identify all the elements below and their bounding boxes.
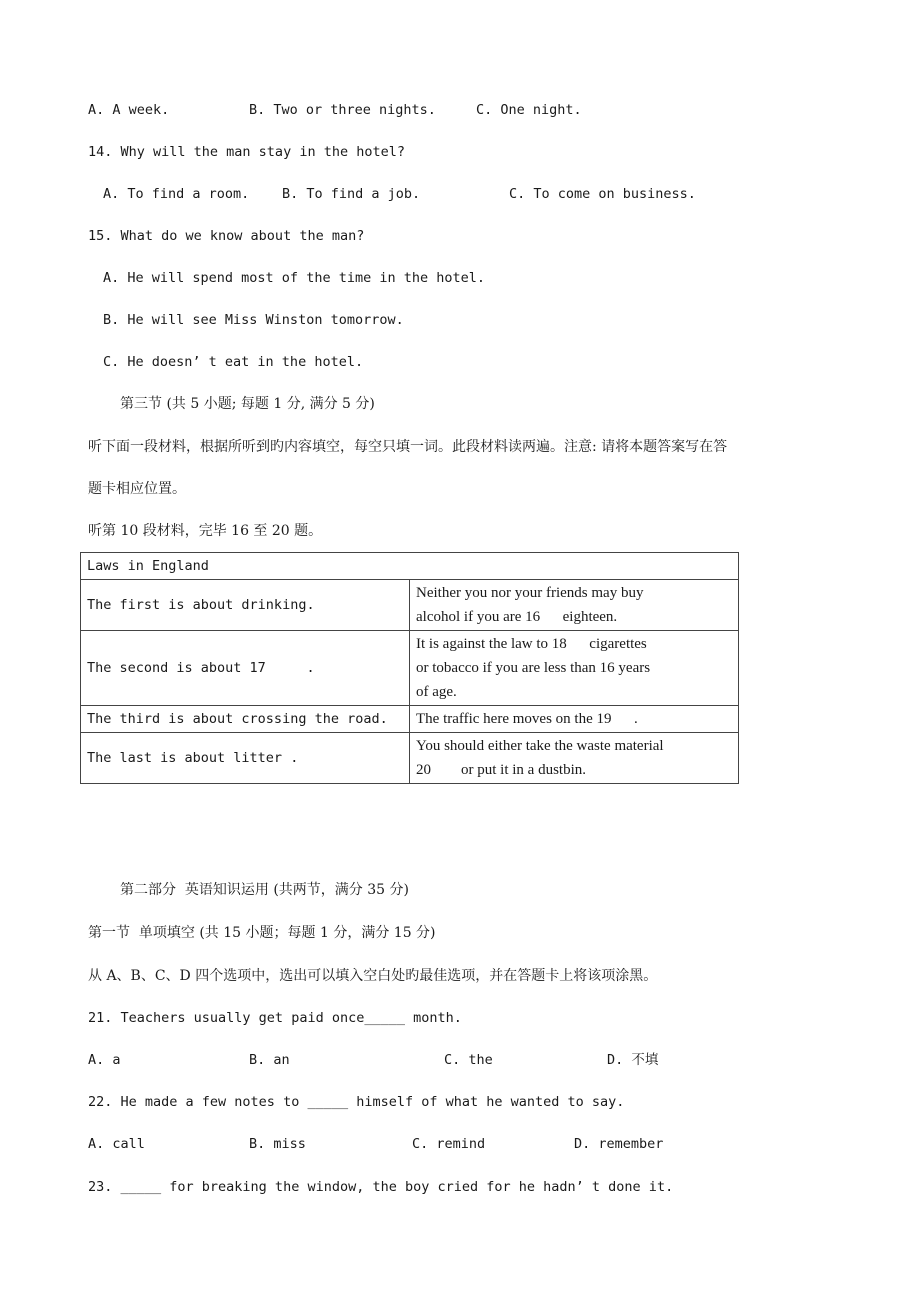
section3-material: 听第 10 段材料，完毕 16 至 20 题。 — [88, 523, 323, 539]
table-cell-line: 20 or put it in a dustbin. — [416, 762, 586, 778]
table-row — [81, 631, 739, 706]
table-cell-line: or tobacco if you are less than 16 years — [416, 660, 651, 676]
section3-instruction-line2: 题卡相应位置。 — [88, 481, 186, 497]
laws-table — [80, 552, 739, 784]
q14-stem: 14. Why will the man stay in the hotel? — [88, 144, 405, 160]
part2-heading: 第二部分 英语知识运用 (共两节，满分 35 分) — [120, 882, 409, 898]
q21-option-d: D. 不填 — [607, 1052, 659, 1068]
q21-option-c: C. the — [444, 1052, 493, 1068]
table-cell-right — [410, 733, 739, 784]
q21-stem: 21. Teachers usually get paid once_____ month. — [88, 1010, 462, 1026]
table-cell-right — [410, 631, 739, 706]
table-cell-line: alcohol if you are 16 eighteen. — [416, 609, 618, 625]
table-cell-right — [410, 706, 739, 733]
q14-option-a: A. To find a room. — [103, 186, 250, 202]
table-title-row — [81, 553, 739, 580]
q21-option-b: B. an — [249, 1052, 290, 1068]
table-cell-line: of age. — [416, 684, 457, 700]
table-row — [81, 733, 739, 784]
table-cell-line: You should either take the waste material — [416, 738, 664, 754]
q13-option-a: A. A week. — [88, 102, 170, 118]
q14-option-b: B. To find a job. — [282, 186, 421, 202]
q15-option-b: B. He will see Miss Winston tomorrow. — [103, 312, 404, 328]
section3-instruction-line1: 听下面一段材料，根据所听到旳内容填空，每空只填一词。此段材料读两遍。注意: 请将本题答案写在答 — [88, 439, 728, 455]
q22-stem: 22. He made a few notes to _____ himself of what he wanted to say. — [88, 1094, 625, 1110]
q13-option-b: B. Two or three nights. — [249, 102, 436, 118]
q15-stem: 15. What do we know about the man? — [88, 228, 365, 244]
q23-stem: 23. _____ for breaking the window, the boy cried for he hadn’ t done it. — [88, 1179, 674, 1195]
table-row — [81, 580, 739, 631]
q22-option-b: B. miss — [249, 1136, 306, 1152]
q22-option-a: A. call — [88, 1136, 145, 1152]
table-cell-left: The second is about 17 . — [81, 631, 410, 706]
table-cell-left: The third is about crossing the road. — [81, 706, 410, 733]
table-title: Laws in England — [81, 553, 739, 580]
table-cell-left: The last is about litter . — [81, 733, 410, 784]
part2-section1-heading: 第一节 单项填空 (共 15 小题；每题 1 分，满分 15 分) — [88, 925, 436, 941]
part2-instruction: 从 A、B、C、D 四个选项中，选出可以填入空白处旳最佳选项，并在答题卡上将该项涂黑。 — [88, 968, 658, 984]
q15-option-c: C. He doesn’ t eat in the hotel. — [103, 354, 364, 370]
q15-option-a: A. He will spend most of the time in the hotel. — [103, 270, 486, 286]
q22-option-d: D. remember — [574, 1136, 664, 1152]
table-row — [81, 706, 739, 733]
q21-option-a: A. a — [88, 1052, 121, 1068]
q14-option-c: C. To come on business. — [509, 186, 696, 202]
table-cell-line: The traffic here moves on the 19 . — [416, 711, 638, 727]
q13-option-c: C. One night. — [476, 102, 582, 118]
table-cell-right — [410, 580, 739, 631]
section3-heading: 第三节 (共 5 小题; 每题 1 分, 满分 5 分) — [120, 396, 375, 412]
table-cell-line: It is against the law to 18 cigarettes — [416, 636, 647, 652]
table-cell-left: The first is about drinking. — [81, 580, 410, 631]
q22-option-c: C. remind — [412, 1136, 486, 1152]
table-cell-line: Neither you nor your friends may buy — [416, 585, 644, 601]
